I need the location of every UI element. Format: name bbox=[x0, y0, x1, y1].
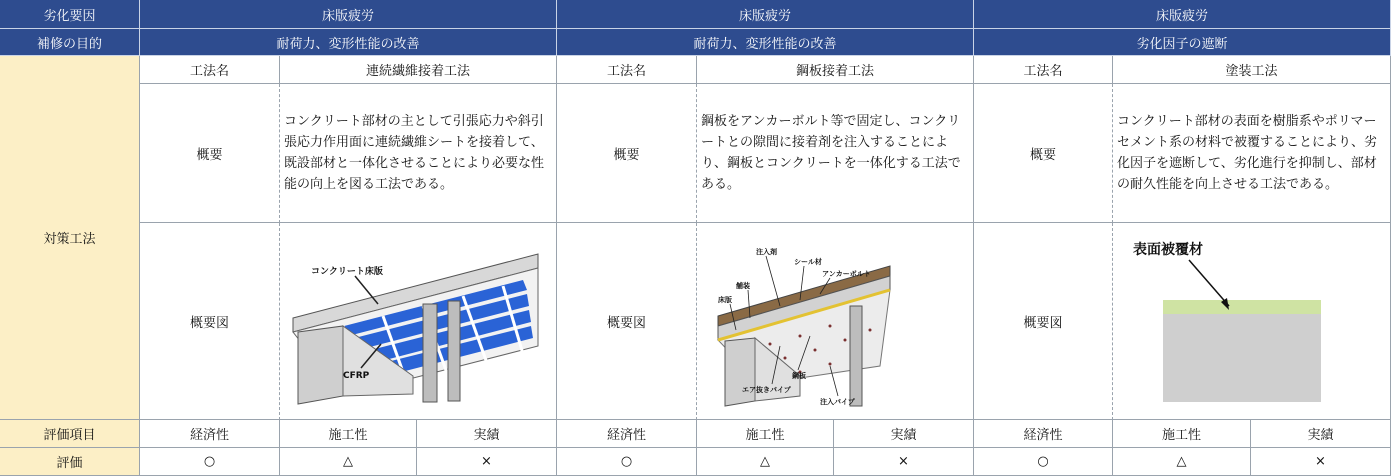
label-cfrp: CFRP bbox=[343, 371, 370, 381]
cause-cell-1: 床版疲労 bbox=[140, 0, 557, 29]
label-surface-coating: 表面被覆材 bbox=[1132, 242, 1203, 258]
method-2-name-label: 工法名 bbox=[557, 56, 697, 84]
steel-plate-bridge-diagram bbox=[700, 226, 970, 416]
method-1-summary: コンクリート部材の主として引張応力や斜引張応力作用面に連続繊維シートを接着して、既設部材と一体化させることにより必要な性能の向上を図る工法である。 bbox=[280, 84, 557, 223]
method-3-diagram bbox=[1113, 223, 1391, 420]
row-label-deterioration-cause: 劣化要因 bbox=[0, 0, 140, 29]
label-air-vent-pipe: エア抜きパイプ bbox=[742, 386, 791, 394]
cause-cell-3: 床版疲労 bbox=[974, 0, 1391, 29]
method-2-diagram bbox=[697, 223, 974, 420]
method-3-name-label: 工法名 bbox=[974, 56, 1113, 84]
method-1-name-label: 工法名 bbox=[140, 56, 280, 84]
method-1-eval-2: △ bbox=[280, 448, 417, 476]
method-2-diagram-label: 概要図 bbox=[557, 223, 697, 420]
coating-diagram bbox=[1117, 226, 1387, 416]
label-anchor-bolt: アンカーボルト bbox=[822, 270, 871, 278]
method-3-summary-label: 概要 bbox=[974, 84, 1113, 223]
row-label-countermeasures: 対策工法 bbox=[0, 56, 140, 420]
method-2-eval-3: × bbox=[834, 448, 974, 476]
purpose-cell-2: 耐荷力、変形性能の改善 bbox=[557, 29, 974, 56]
method-3-summary: コンクリート部材の表面を樹脂系やポリマーセメント系の材料で被覆することにより、劣化因子を遮断して、劣化進行を抑制し、部材の耐久性能を向上させる工法である。 bbox=[1113, 84, 1391, 223]
method-3-eval-item-3: 実績 bbox=[1251, 420, 1391, 448]
method-2-eval-2: △ bbox=[697, 448, 834, 476]
method-1-eval-item-1: 経済性 bbox=[140, 420, 280, 448]
method-3-eval-item-1: 経済性 bbox=[974, 420, 1113, 448]
method-3-eval-item-2: 施工性 bbox=[1113, 420, 1251, 448]
method-3-eval-1: ○ bbox=[974, 448, 1113, 476]
method-3-name: 塗装工法 bbox=[1113, 56, 1391, 84]
method-2-eval-item-1: 経済性 bbox=[557, 420, 697, 448]
row-label-evaluation-items: 評価項目 bbox=[0, 420, 140, 448]
purpose-cell-1: 耐荷力、変形性能の改善 bbox=[140, 29, 557, 56]
method-1-eval-item-3: 実績 bbox=[417, 420, 557, 448]
label-slab: 床版 bbox=[718, 296, 732, 304]
row-label-evaluation: 評価 bbox=[0, 448, 140, 476]
label-seal-material: シール材 bbox=[794, 258, 822, 266]
method-2-eval-item-3: 実績 bbox=[834, 420, 974, 448]
row-label-repair-purpose: 補修の目的 bbox=[0, 29, 140, 56]
method-3-diagram-label: 概要図 bbox=[974, 223, 1113, 420]
label-injection-agent: 注入剤 bbox=[756, 248, 777, 256]
method-1-eval-3: × bbox=[417, 448, 557, 476]
cfrp-bridge-diagram bbox=[283, 226, 553, 416]
method-2-name: 鋼板接着工法 bbox=[697, 56, 974, 84]
label-pavement: 舗装 bbox=[736, 282, 750, 290]
method-1-diagram-label: 概要図 bbox=[140, 223, 280, 420]
method-2-summary: 鋼板をアンカーボルト等で固定し、コンクリートとの隙間に接着剤を注入することにより、鋼板とコンクリートを一体化する工法である。 bbox=[697, 84, 974, 223]
label-concrete-slab: コンクリート床版 bbox=[311, 267, 383, 277]
cause-cell-2: 床版疲労 bbox=[557, 0, 974, 29]
method-2-eval-1: ○ bbox=[557, 448, 697, 476]
label-injection-pipe: 注入パイプ bbox=[820, 398, 855, 406]
purpose-cell-3: 劣化因子の遮断 bbox=[974, 29, 1391, 56]
label-steel-plate: 鋼板 bbox=[792, 372, 806, 380]
method-1-diagram bbox=[280, 223, 557, 420]
method-1-eval-item-2: 施工性 bbox=[280, 420, 417, 448]
method-2-eval-item-2: 施工性 bbox=[697, 420, 834, 448]
method-1-summary-label: 概要 bbox=[140, 84, 280, 223]
method-1-name: 連続繊維接着工法 bbox=[280, 56, 557, 84]
method-3-eval-2: △ bbox=[1113, 448, 1251, 476]
method-3-eval-3: × bbox=[1251, 448, 1391, 476]
method-2-summary-label: 概要 bbox=[557, 84, 697, 223]
method-1-eval-1: ○ bbox=[140, 448, 280, 476]
